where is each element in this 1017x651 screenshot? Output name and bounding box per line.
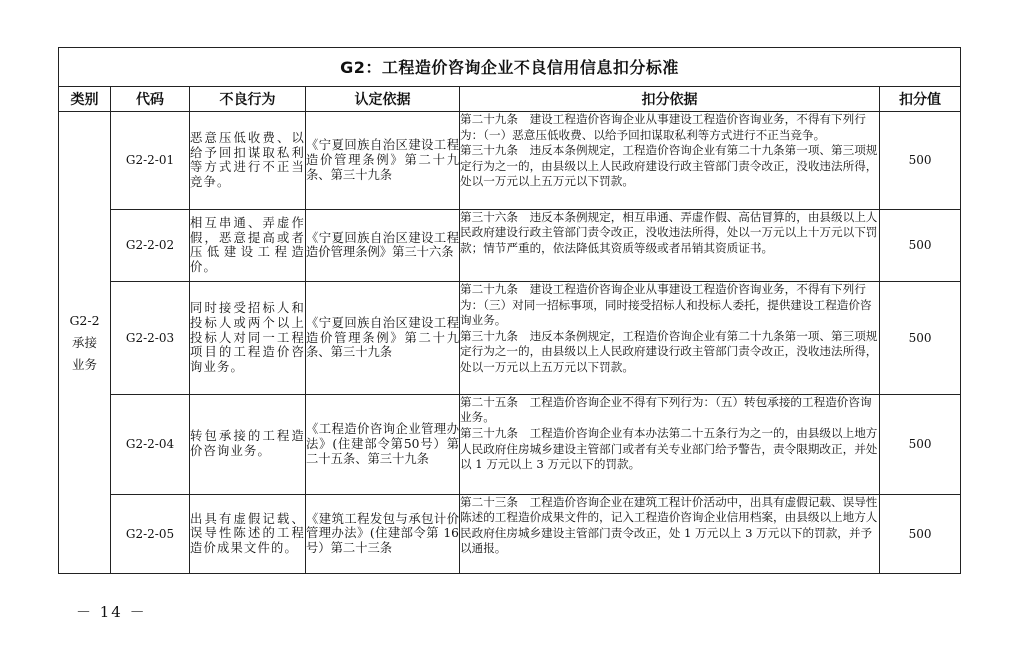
table-row [59, 494, 961, 573]
code-cell: G2-2-04 [111, 394, 190, 494]
header-category: 类别 [59, 86, 111, 111]
deduction-cell [460, 281, 880, 394]
header-code: 代码 [111, 86, 190, 111]
header-basis: 认定依据 [306, 86, 460, 111]
code-cell: G2-2-02 [111, 209, 190, 281]
basis-cell: 《工程造价咨询企业管理办法》(住建部令第50号）第二十五条、第三十九条 [306, 394, 460, 494]
deduction-cell [460, 494, 880, 573]
header-score: 扣分值 [880, 86, 961, 111]
basis-cell: 《宁夏回族自治区建设工程造价管理条例》第二十九条、第三十九条 [306, 112, 460, 210]
behavior-cell: 同时接受招标人和投标人或两个以上投标人对同一工程项目的工程造价咨询业务。 [190, 281, 306, 394]
score-cell: 500 [880, 494, 961, 573]
table-row [59, 281, 961, 394]
basis-cell: 《宁夏回族自治区建设工程造价管理条例》第三十六条 [306, 209, 460, 281]
header-deduction: 扣分依据 [460, 86, 880, 111]
score-cell: 500 [880, 209, 961, 281]
deduction-text: 第三十六条 违反本条例规定，相互串通、弄虚作假、高估冒算的，由县级以上人民政府建设行政主管部门责令改正，没收违法所得，处以一万元以上十万元以下罚款；情节严重的，依法降低其资质等级或者吊销其资质证书。 [460, 209, 878, 255]
category-cell [59, 112, 111, 574]
page-number: － 14 － [76, 603, 147, 621]
code-cell: G2-2-05 [111, 494, 190, 573]
behavior-cell: 相互串通、弄虚作假，恶意提高或者压低建设工程造价。 [190, 209, 306, 281]
deduction-cell [460, 209, 880, 281]
category-line: 承接 [71, 334, 97, 350]
deduction-text: 第二十三条 工程造价咨询企业在建筑工程计价活动中，出具有虚假记载、误导性陈述的工程造价成果文件的，记入工程造价咨询企业信用档案，由县级以上地方人民政府住房城乡建设主管部门责令改正，处 1 万元以上 3 万元以下的罚款，并予以通报。 [460, 494, 878, 556]
score-cell: 500 [880, 394, 961, 494]
behavior-cell: 出具有虚假记载、误导性陈述的工程造价成果文件的。 [190, 494, 306, 573]
table-row [59, 394, 961, 494]
deduction-text: 第二十九条 建设工程造价咨询企业从事建设工程造价咨询业务，不得有下列行为：（三）对同一招标事项，同时接受招标人和投标人委托，提供建设工程造价咨询业务。 第三十九条 违反本条例规定，工程造价咨询企业有第二十九条第一项、第三项规定行为之一的，由县级以上人民政府建设行政主管部门责令改正，没收违法所得，处以一万元以上五万元以下罚款。 [460, 281, 878, 374]
deduction-text: 第二十九条 建设工程造价咨询企业从事建设工程造价咨询业务，不得有下列行为：（一）恶意压低收费、以给予回扣谋取私利等方式进行不正当竞争。 第三十九条 违反本条例规定，工程造价咨询企业有第二十九条第一项、第三项规定行为之一的，由县级以上人民政府建设行政主管部门责令改正，没收违法所得，处以一万元以上五万元以下罚款。 [460, 112, 878, 189]
score-cell: 500 [880, 112, 961, 210]
behavior-cell: 转包承接的工程造价咨询业务。 [190, 394, 306, 494]
score-cell: 500 [880, 281, 961, 394]
deduction-cell [460, 112, 880, 210]
deduction-cell [460, 394, 880, 494]
behavior-cell: 恶意压低收费、以给予回扣谋取私利等方式进行不正当竞争。 [190, 112, 306, 210]
credit-deduction-table [58, 47, 961, 574]
code-cell: G2-2-03 [111, 281, 190, 394]
table-row [59, 112, 961, 210]
basis-cell: 《建筑工程发包与承包计价管理办法》(住建部令第 16 号）第二十三条 [306, 494, 460, 573]
category-line: 业务 [71, 356, 97, 372]
deduction-text: 第二十五条 工程造价咨询企业不得有下列行为：（五）转包承接的工程造价咨询业务。 第三十九条 工程造价咨询企业有本办法第二十五条行为之一的，由县级以上地方人民政府住房城乡建设主管部门或者有关专业部门给予警告，责令限期改正，并处以 1 万元以上 3 万元以下的罚款。 [460, 394, 878, 472]
table-title: G2：工程造价咨询企业不良信用信息扣分标准 [59, 48, 961, 87]
header-behavior: 不良行为 [190, 86, 306, 111]
code-cell: G2-2-01 [111, 112, 190, 210]
category-line: G2-2 [69, 312, 100, 328]
basis-cell: 《宁夏回族自治区建设工程造价管理条例》第二十九条、第三十九条 [306, 281, 460, 394]
table-row [59, 209, 961, 281]
